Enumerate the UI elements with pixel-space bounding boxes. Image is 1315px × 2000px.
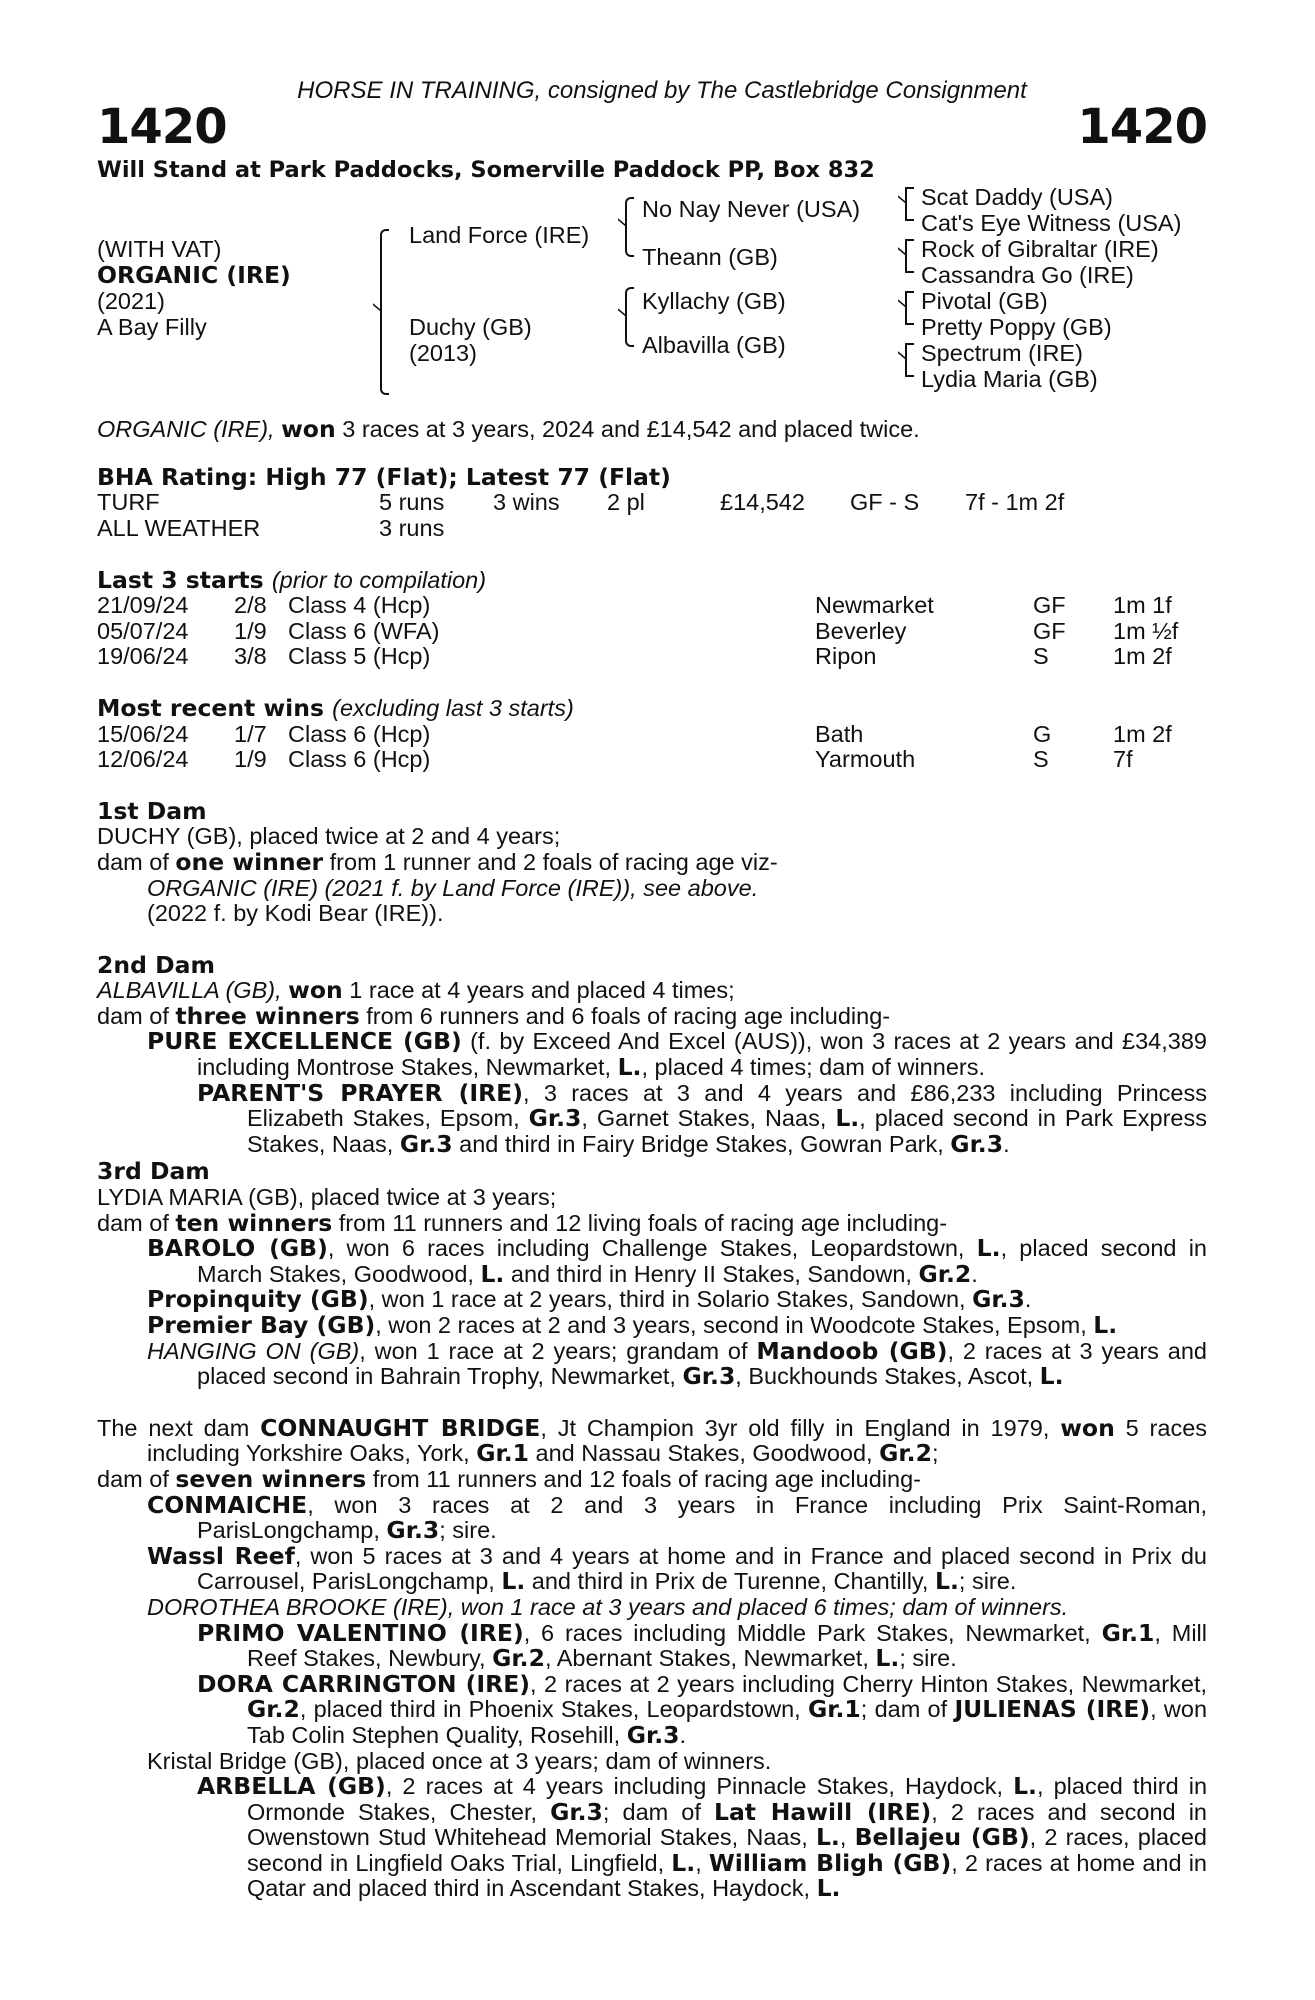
first-dam-title: 1st Dam: [97, 796, 207, 825]
rating-table: [97, 490, 1207, 541]
third-dam-line: LYDIA MARIA (GB), placed twice at 3 years;: [97, 1184, 557, 1211]
produce-wassl-reef: Wassl Reef, won 5 races at 3 and 4 years at home and in France and placed second in Prix du Carrousel, ParisLongchamp, L. and third in Prix de Turenne, Chantilly, L.; sire.: [147, 1541, 1207, 1596]
vat-label: (WITH VAT): [97, 236, 222, 263]
produce-dorothea-brooke: DOROTHEA BROOKE (IRE), won 1 race at 3 years and placed 6 times; dam of winners.: [147, 1593, 1069, 1620]
horse-name: ORGANIC (IRE): [97, 261, 291, 290]
sire-dam: Theann (GB): [642, 244, 778, 271]
dd-brace: [905, 343, 914, 377]
third-dam-produce-line: dam of ten winners from 11 runners and 12 living foals of racing age including-: [97, 1208, 948, 1237]
first-dam-line: DUCHY (GB), placed twice at 2 and 4 years;: [97, 823, 561, 850]
second-dam-title: 2nd Dam: [97, 950, 215, 979]
second-dam-line: ALBAVILLA (GB), won 1 race at 4 years and placed 4 times;: [97, 976, 735, 1005]
third-dam-title: 3rd Dam: [97, 1157, 210, 1186]
produce-conmaiche: CONMAICHE, won 3 races at 2 and 3 years in France including Prix Saint-Roman, ParisLongchamp, Gr.3; sire.: [147, 1490, 1207, 1545]
produce-organic: ORGANIC (IRE) (2021 f. by Land Force (IRE)), see above.: [147, 874, 759, 901]
last-3-starts-table: [97, 593, 1207, 670]
sire-sire-sire: Scat Daddy (USA): [921, 184, 1113, 211]
dam-dam-dam: Lydia Maria (GB): [921, 366, 1098, 393]
catalogue-page: [97, 78, 1207, 1902]
lot-number-right: 1420: [1077, 98, 1207, 155]
dam-sire: Kyllachy (GB): [642, 288, 786, 315]
bha-rating-title: BHA Rating: High 77 (Flat); Latest 77 (Flat): [97, 462, 671, 491]
produce-premier-bay: Premier Bay (GB), won 2 races at 2 and 3 years, second in Woodcote Stakes, Epsom, L.: [147, 1311, 1118, 1339]
first-dam-produce-line: dam of one winner from 1 runner and 2 foals of racing age viz-: [97, 847, 778, 876]
horse-year: (2021): [97, 288, 165, 315]
lot-header: [97, 100, 1207, 154]
produce-kristal-bridge: Kristal Bridge (GB), placed once at 3 years; dam of winners.: [147, 1747, 772, 1774]
produce-arbella: ARBELLA (GB), 2 races at 4 years including Pinnacle Stakes, Haydock, L., placed third in Ormonde Stakes, Chester, Gr.3; dam of Lat Hawill (IRE), 2 races and second in Owenstown Stud Whitehead Memorial Stakes, Naas, L., Bellajeu (GB), 2 races, placed second in Lingfield Oaks Trial, Lingfield, L., William Bligh (GB), 2 races at home and in Qatar and placed third in Ascendant Stakes, Haydock, L.: [197, 1772, 1208, 1903]
horse-description: A Bay Filly: [97, 314, 207, 341]
lot-number-left: 1420: [97, 98, 227, 155]
produce-propinquity: Propinquity (GB), won 1 race at 2 years, third in Solario Stakes, Sandown, Gr.3.: [147, 1285, 1032, 1314]
produce-hanging-on: HANGING ON (GB), won 1 race at 2 years; grandam of Mandoob (GB), 2 races at 3 years and placed second in Bahrain Trophy, Newmarket, Gr.3, Buckhounds Stakes, Ascot, L.: [147, 1336, 1207, 1391]
produce-pure-excellence: PURE EXCELLENCE (GB) (f. by Exceed And Excel (AUS)), won 3 races at 2 years and £34,389 including Montrose Stakes, Newmarket, L., placed 4 times; dam of winners.: [147, 1027, 1207, 1082]
second-dam-produce-line: dam of three winners from 6 runners and 6 foals of racing age including-: [97, 1001, 891, 1030]
sire-brace: [625, 197, 634, 257]
sire-sire-dam: Cat's Eye Witness (USA): [921, 210, 1182, 237]
produce-primo-valentino: PRIMO VALENTINO (IRE), 6 races including Middle Park Stakes, Newmarket, Gr.1, Mill Reef Stakes, Newbury, Gr.2, Abernant Stakes, Newmarket, L.; sire.: [197, 1618, 1208, 1673]
dam-brace: [625, 287, 634, 347]
produce-barolo: BAROLO (GB), won 6 races including Challenge Stakes, Leopardstown, L., placed second in March Stakes, Goodwood, L. and third in Henry II Stakes, Sandown, Gr.2.: [147, 1234, 1207, 1288]
dam-year: (2013): [409, 340, 477, 367]
rating-row: ALL WEATHER 3 runs: [97, 514, 445, 541]
dam-dam: Albavilla (GB): [642, 332, 786, 359]
produce-parents-prayer: PARENT'S PRAYER (IRE), 3 races at 3 and 4 years and £86,233 including Princess Elizabeth Stakes, Epsom, Gr.3, Garnet Stakes, Naas, L., placed second in Park Express Stakes, Naas, Gr.3 and third in Fairy Bridge Stakes, Gowran Park, Gr.3.: [197, 1078, 1208, 1158]
summary-line: ORGANIC (IRE), won 3 races at 3 years, 2024 and £14,542 and placed twice.: [97, 415, 920, 444]
dam-dam-sire: Spectrum (IRE): [921, 340, 1083, 367]
sire-dam-dam: Cassandra Go (IRE): [921, 262, 1134, 289]
sd-brace: [905, 239, 914, 273]
start-row: 19/06/24 3/8 Class 5 (Hcp) Ripon S 1m 2f: [97, 643, 1172, 670]
sire: Land Force (IRE): [409, 222, 590, 249]
start-row: 21/09/24 2/8 Class 4 (Hcp) Newmarket GF 1m 1f: [97, 592, 1172, 619]
ss-brace: [905, 187, 914, 221]
stand-location: Will Stand at Park Paddocks, Somerville Paddock PP, Box 832: [97, 156, 875, 183]
start-row: 05/07/24 1/9 Class 6 (WFA) Beverley GF 1m ½f: [97, 617, 1179, 644]
pedigree-table: [97, 185, 1207, 417]
main-brace: [380, 229, 389, 395]
sire-dam-sire: Rock of Gibraltar (IRE): [921, 236, 1159, 263]
dam: Duchy (GB): [409, 314, 532, 341]
next-dam-produce-line: dam of seven winners from 11 runners and 12 foals of racing age including-: [97, 1464, 921, 1493]
win-row: 15/06/24 1/7 Class 6 (Hcp) Bath G 1m 2f: [97, 720, 1172, 747]
sire-sire: No Nay Never (USA): [642, 196, 861, 223]
dam-sire-dam: Pretty Poppy (GB): [921, 314, 1112, 341]
produce-dora-carrington: DORA CARRINGTON (IRE), 2 races at 2 years including Cherry Hinton Stakes, Newmarket, Gr.2, placed third in Phoenix Stakes, Leopardstown, Gr.1; dam of JULIENAS (IRE), won Tab Colin Stephen Quality, Rosehill, Gr.3.: [197, 1669, 1208, 1749]
next-dam-line: The next dam CONNAUGHT BRIDGE, Jt Champion 3yr old filly in England in 1979, won 5 races including Yorkshire Oaks, York, Gr.1 and Nassau Stakes, Goodwood, Gr.2;: [97, 1413, 1208, 1468]
last-3-starts-title: Last 3 starts (prior to compilation): [97, 565, 487, 594]
rating-row: TURF 5 runs 3 wins 2 pl £14,542 GF - S 7f - 1m 2f: [97, 489, 1065, 516]
ds-brace: [905, 291, 914, 325]
recent-wins-table: [97, 722, 1207, 773]
win-row: 12/06/24 1/9 Class 6 (Hcp) Yarmouth S 7f: [97, 746, 1133, 773]
dam-sire-sire: Pivotal (GB): [921, 288, 1048, 315]
recent-wins-title: Most recent wins (excluding last 3 starts): [97, 693, 574, 722]
consignment-line: HORSE IN TRAINING, consigned by The Castlebridge Consignment: [297, 77, 1027, 104]
produce-2022: (2022 f. by Kodi Bear (IRE)).: [147, 900, 444, 927]
